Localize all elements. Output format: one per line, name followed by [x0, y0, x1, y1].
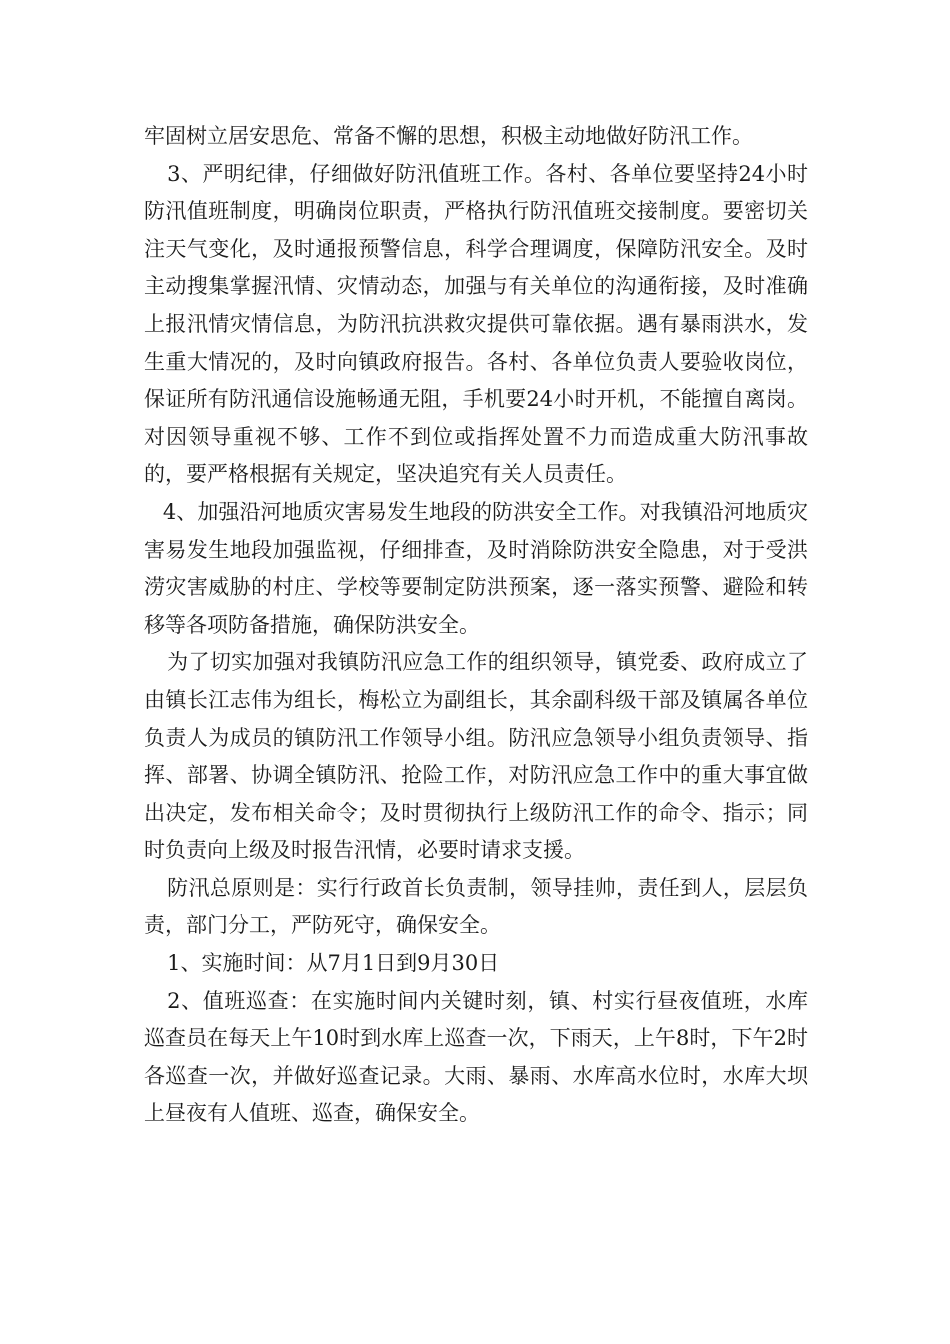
document-body	[144, 118, 808, 1133]
paragraph-continuation: 牢固树立居安思危、常备不懈的思想，积极主动地做好防汛工作。	[144, 124, 753, 148]
paragraph-item-4-geology: 4、加强沿河地质灾害易发生地段的防洪安全工作。对我镇沿河地质灾害易发生地段加强监视，仔细排查，及时消除防洪安全隐患，对于受洪涝灾害威胁的村庄、学校等要制定防洪预案，逐一落实预警、避险和转移等各项防备措施，确保防洪安全。	[144, 499, 808, 637]
paragraph-item-3-discipline: 3、严明纪律，仔细做好防汛值班工作。各村、各单位要坚持24小时防汛值班制度，明确岗位职责，严格执行防汛值班交接制度。要密切关注天气变化，及时通报预警信息，科学合理调度，保障防汛安全。及时主动搜集掌握汛情、灾情动态，加强与有关单位的沟通衔接，及时准确上报汛情灾情信息，为防汛抗洪救灾提供可靠依据。遇有暴雨洪水，发生重大情况的，及时向镇政府报告。各村、各单位负责人要验收岗位，保证所有防汛通信设施畅通无阻，手机要24小时开机，不能擅自离岗。对因领导重视不够、工作不到位或指挥处置不力而造成重大防汛事故的，要严格根据有关规定，坚决追究有关人员责任。	[144, 161, 808, 487]
paragraph-item-2-patrol: 2、值班巡查：在实施时间内关键时刻，镇、村实行昼夜值班，水库巡查员在每天上午10时到水库上巡查一次，下雨天，上午8时，下午2时各巡查一次，并做好巡查记录。大雨、暴雨、水库高水位时，水库大坝上昼夜有人值班、巡查，确保安全。	[144, 988, 808, 1126]
paragraph-leadership-group: 为了切实加强对我镇防汛应急工作的组织领导，镇党委、政府成立了由镇长江志伟为组长，梅松立为副组长，其余副科级干部及镇属各单位负责人为成员的镇防汛工作领导小组。防汛应急领导小组负责领导、指挥、部署、协调全镇防汛、抢险工作，对防汛应急工作中的重大事宜做出决定，发布相关命令；及时贯彻执行上级防汛工作的命令、指示；同时负责向上级及时报告汛情，必要时请求支援。	[144, 650, 808, 863]
paragraph-general-principle: 防汛总原则是：实行行政首长负责制，领导挂帅，责任到人，层层负责，部门分工，严防死守，确保安全。	[144, 875, 808, 938]
paragraph-item-1-period: 1、实施时间：从7月1日到9月30日	[167, 951, 500, 976]
